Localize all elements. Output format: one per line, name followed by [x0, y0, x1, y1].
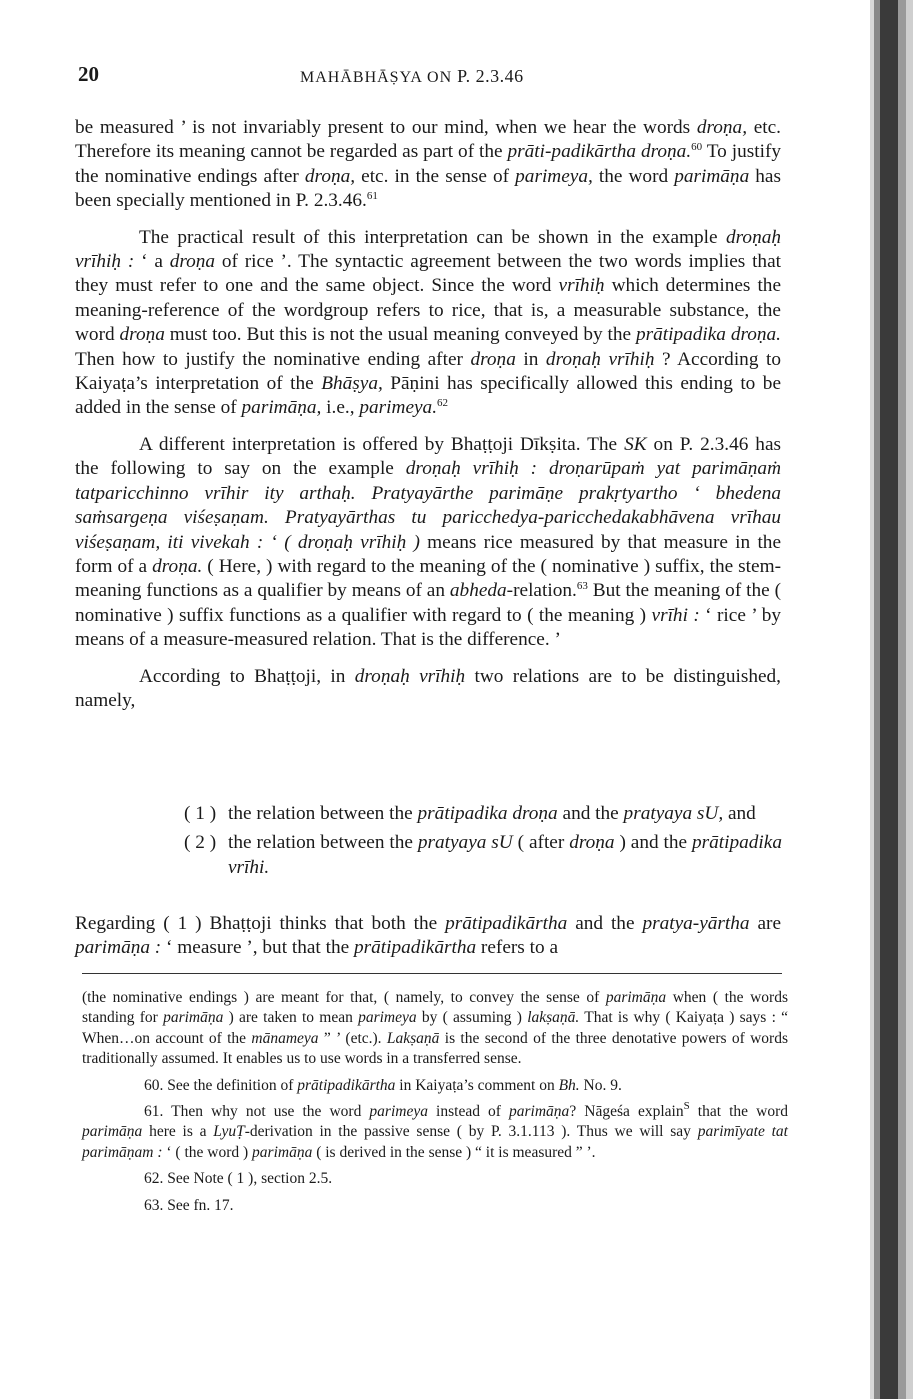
text: But the meaning of the ( nominative ) suffix functions as a qualifier with regard to ( the meaning ) — [75, 580, 782, 626]
text: that the word — [689, 1103, 788, 1121]
italic-term: Bhāṣya, — [321, 373, 383, 395]
footnote-60 — [82, 1076, 788, 1096]
text: 60. See the definition of — [144, 1076, 298, 1094]
italic-term: prātipadikārtha — [445, 913, 568, 934]
italic-term: parimāṇa — [674, 165, 750, 187]
list-text — [228, 831, 782, 880]
text: ? Nāgeśa explain — [569, 1103, 684, 1121]
text: of rice ’. The syntactic agreement between the two words implies that they must refer to one and the same object. Since the word — [75, 251, 781, 297]
italic-term: lakṣaṇā. — [527, 1009, 580, 1027]
italic-term: LyuṬ — [213, 1123, 245, 1141]
list-item — [184, 831, 782, 880]
text: which determines the meaning-reference of the wordgroup refers to rice, that is, a measurable substance, the word — [75, 275, 782, 346]
main-text — [75, 116, 781, 713]
italic-term: pratyaya sU, — [623, 803, 724, 824]
scanned-binding-edge — [866, 0, 913, 1399]
text: instead of — [427, 1103, 510, 1121]
italic-term: vrīhi : — [651, 604, 700, 626]
text: -derivation in the passive sense ( by P. 3.1.113 ). Thus we will say — [244, 1123, 698, 1141]
paragraph-1 — [75, 116, 781, 214]
text: Regarding ( 1 ) Bhaṭṭoji thinks that both the — [75, 913, 446, 934]
list-number: ( 2 ) — [184, 832, 217, 854]
text: (the nominative endings ) are meant for that, ( namely, to convey the sense of — [82, 989, 606, 1006]
text: when ( the words standing for — [82, 989, 788, 1027]
text: and the — [557, 803, 624, 824]
paragraph-3 — [75, 433, 781, 653]
text: To justify the nominative endings after — [75, 141, 782, 187]
italic-term: pratyaya sU — [417, 832, 513, 854]
italic-term: prātipadika vrīhi. — [228, 832, 782, 878]
text: has been specially mentioned in P. 2.3.46. — [75, 165, 781, 212]
text: 61. Then why not use the word — [144, 1103, 370, 1121]
running-head-title: MAHĀBHĀṢYA ON — [300, 69, 453, 86]
text: two relations are to be distinguished, namely, — [75, 665, 781, 711]
text: ) and the — [614, 832, 692, 854]
italic-term: droṇa — [119, 324, 165, 346]
italic-term: prātipadikārtha — [297, 1076, 396, 1094]
italic-term: prātipadikārtha — [353, 937, 477, 959]
italic-term: droṇa — [470, 348, 516, 370]
italic-term: mānameya — [251, 1029, 319, 1047]
text: etc. Therefore its meaning cannot be regarded as part of the — [75, 117, 781, 163]
italic-term: droṇa — [169, 251, 216, 273]
italic-term: SK — [624, 433, 647, 455]
page-number: 20 — [78, 62, 99, 86]
running-head — [300, 66, 524, 87]
italic-term: Lakṣaṇā — [386, 1029, 440, 1047]
text: and — [723, 803, 756, 824]
footnote-61 — [82, 1102, 788, 1163]
text: ( after — [512, 832, 570, 854]
italic-term: parimāṇa — [509, 1103, 570, 1121]
text: Then how to justify the nominative ending after — [75, 348, 471, 370]
italic-term: parimeya, — [515, 165, 593, 187]
italic-term: parimāṇa — [82, 1123, 143, 1141]
text: ‘ a — [134, 251, 170, 273]
text: refers to a — [476, 937, 559, 959]
text: in — [515, 348, 546, 370]
footnote-divider — [82, 973, 782, 974]
italic-term: droṇaḥ vrīhiḥ — [545, 348, 655, 370]
list-text — [228, 802, 782, 826]
footnote-ref-63[interactable]: 63 — [576, 580, 588, 593]
text: Pāṇini has specifically allowed this ending to be added in the sense of — [75, 373, 781, 419]
footnote-continuation — [82, 988, 788, 1070]
italic-term: droṇa, — [696, 117, 748, 138]
footnote-63: 63. See fn. 17. — [144, 1196, 234, 1214]
text: must too. But this is not the usual meaning conveyed by the — [164, 324, 636, 346]
list-item — [184, 802, 782, 826]
italic-term: parimāṇa, — [241, 397, 322, 419]
text: the relation between the — [228, 832, 418, 854]
text: are — [749, 913, 782, 934]
text: the word — [592, 165, 675, 187]
text: That is why ( Kaiyaṭa ) says : “ When…on account of the — [82, 1009, 788, 1047]
text: etc. in the sense of — [355, 165, 516, 187]
footnotes — [82, 988, 788, 1216]
text: ) are taken to mean — [223, 1009, 359, 1027]
text: ” ’ (etc.). — [318, 1029, 387, 1047]
text: -relation. — [506, 580, 577, 602]
text: ‘ rice ’ by means of a measure-measured relation. That is the difference. ’ — [75, 604, 781, 651]
italic-term: droṇaḥ vrīhiḥ — [354, 665, 466, 687]
footnote-ref-62[interactable]: 62 — [437, 397, 449, 410]
italic-term: prāti-padikārtha droṇa. — [507, 141, 692, 163]
paragraph-5 — [75, 912, 781, 961]
italic-term: prātipadika droṇa. — [635, 324, 781, 346]
italic-term: parimeya — [369, 1103, 428, 1121]
text: ‘ measure ’, but that the — [161, 937, 354, 959]
italic-term: Bh. — [558, 1076, 580, 1094]
italic-term: droṇa, — [304, 165, 356, 187]
italic-term: parimāṇa — [252, 1143, 313, 1161]
relations-list — [184, 802, 782, 885]
italic-term: abheda — [449, 580, 507, 602]
italic-term: parimāṇa — [605, 989, 667, 1006]
text: and the — [567, 913, 643, 934]
paragraph-4 — [75, 665, 781, 714]
list-number: ( 1 ) — [184, 803, 217, 824]
text: No. 9. — [579, 1076, 622, 1094]
italic-term: parimīyate tat parimāṇam : — [82, 1123, 788, 1161]
text: here is a — [142, 1123, 214, 1141]
italic-term: parimāṇa : — [75, 937, 162, 959]
superscript: S — [683, 1100, 690, 1113]
text: ‘ ( the word ) — [162, 1143, 253, 1161]
italic-term: parimāṇa — [163, 1009, 224, 1027]
italic-term: parimeya — [358, 1009, 417, 1027]
text: i.e., — [321, 397, 360, 419]
text: According to Bhaṭṭoji, in — [139, 665, 355, 687]
text: in Kaiyaṭa’s comment on — [395, 1076, 559, 1094]
italic-term: pratya-yārtha — [642, 913, 750, 934]
text: be measured ’ is not invariably present to our mind, when we hear the words — [75, 117, 697, 138]
paragraph-2 — [75, 226, 781, 421]
text: is the second of the three denotative powers of words traditionally assumed. It enables us to use words in a transferred sense. — [82, 1029, 789, 1068]
text: ? According to Kaiyaṭa’s interpretation of the — [75, 348, 781, 395]
footnote-62: 62. See Note ( 1 ), section 2.5. — [144, 1170, 333, 1188]
italic-term: vrīhiḥ — [558, 275, 605, 297]
italic-term: prātipadika droṇa — [417, 803, 558, 824]
text: means rice measured by that measure in the form of a — [75, 531, 781, 577]
italic-term: droṇa. — [152, 555, 203, 577]
footnote-ref-61[interactable]: 61 — [366, 190, 378, 203]
text: The practical result of this interpretation can be shown in the example — [139, 226, 726, 248]
text: on P. 2.3.46 has the following to say on the example — [75, 433, 782, 480]
text: A different interpretation is offered by Bhaṭṭoji Dīkṣita. The — [139, 433, 625, 455]
sanskrit-quotation: droṇaḥ vrīhiḥ : droṇarūpaṁ yat parimāṇaṁ tatparicchinno vrīhir ity arthaḥ. Pratyayārthe parimāṇe prakṛtyartho ‘ bhedena saṁsargeṇa viśeṣaṇam. Pratyayārthas tu paricchedya-paricchedakabhāvena vrīhau viśeṣaṇam, iti vivekah : ‘ ( droṇaḥ vrīhiḥ ) — [75, 458, 781, 553]
text: ( is derived in the sense ) “ it is measured ” ’. — [312, 1143, 596, 1161]
italic-term: parimeya. — [359, 397, 438, 419]
running-head-reference: P. 2.3.46 — [457, 66, 524, 86]
text: the relation between the — [228, 803, 418, 824]
italic-term: droṇaḥ vrīhiḥ : — [75, 226, 781, 273]
footnote-ref-60[interactable]: 60 — [691, 141, 703, 154]
italic-term: droṇa — [569, 832, 615, 854]
text: ( Here, ) with regard to the meaning of the ( nominative ) suffix, the stem-meaning functions as a qualifier by means of an — [75, 555, 782, 602]
text: by ( assuming ) — [416, 1009, 528, 1027]
